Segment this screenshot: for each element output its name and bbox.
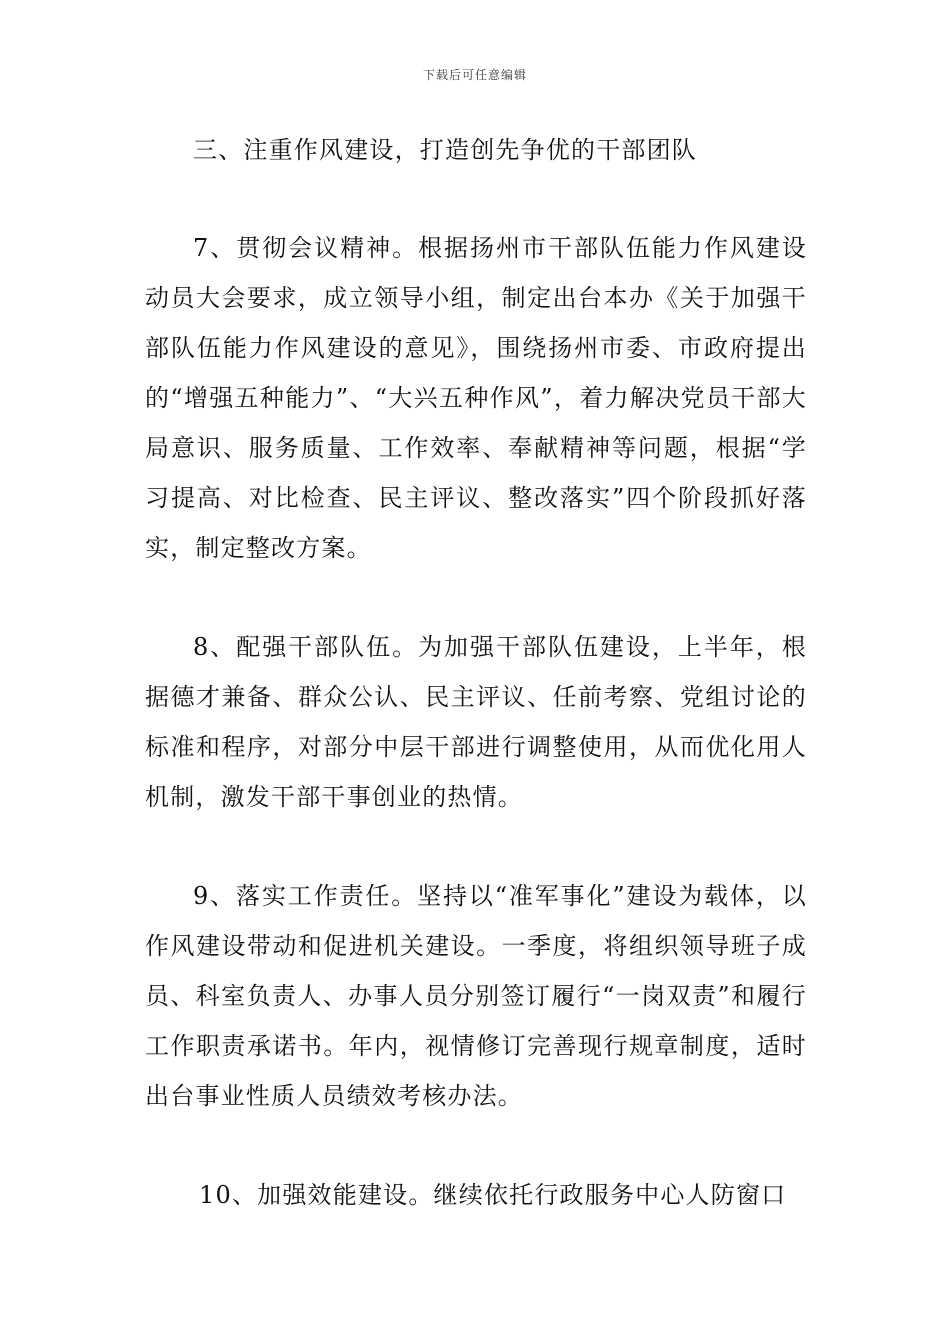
paragraph-text: 8、配强干部队伍。为加强干部队伍建设，上半年，根据德才兼备、群众公认、民主评议、任前考察、党组讨论的标准和程序，对部分中层干部进行调整使用，从而优化用人机制，激发干部干事创业的热情。 — [145, 633, 807, 811]
paragraph-text: 7、贯彻会议精神。根据扬州市干部队伍能力作风建设动员大会要求，成立领导小组，制定出台本办《关于加强干部队伍能力作风建设的意见》，围绕扬州市委、市政府提出的“增强五种能力”、“大兴五种作风”，着力解决党员干部大局意识、服务质量、工作效率、奉献精神等问题，根据“学习提高、对比检查、民主评议、整改落实”四个阶段抓好落实，制定整改方案。 — [145, 234, 807, 562]
paragraph-8 — [145, 622, 807, 822]
paragraph-9 — [145, 871, 807, 1121]
paragraph-text: 9、落实工作责任。坚持以“准军事化”建设为载体，以作风建设带动和促进机关建设。一季度，将组织领导班子成员、科室负责人、办事人员分别签订履行“一岗双责”和履行工作职责承诺书。年内，视情修订完善现行规章制度，适时出台事业性质人员绩效考核办法。 — [145, 882, 807, 1110]
header-note: 下载后可任意编辑 — [422, 68, 527, 82]
section-heading: 三、注重作风建设，打造创先争优的干部团队 — [193, 136, 697, 164]
paragraph-7 — [145, 223, 807, 573]
paragraph-10 — [145, 1170, 807, 1220]
paragraph-text: 10、加强效能建设。继续依托行政服务中心人防窗口 — [199, 1181, 787, 1209]
